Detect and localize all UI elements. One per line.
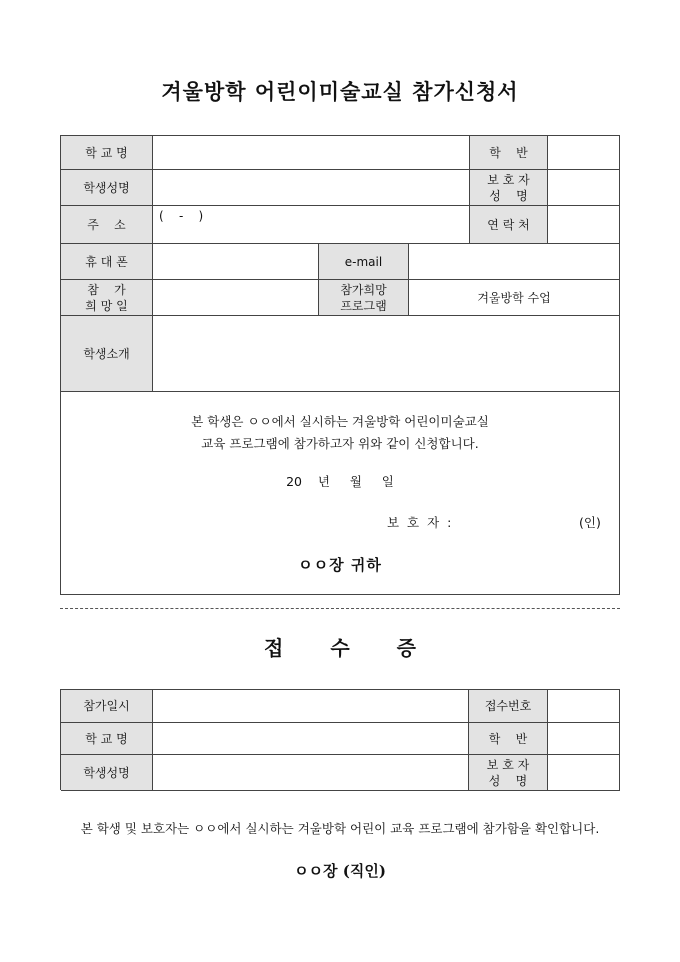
receipt-class-input[interactable]	[548, 723, 620, 755]
guardian-name-input[interactable]	[548, 170, 619, 206]
confirmation-text: 본 학생 및 보호자는 ㅇㅇ에서 실시하는 겨울방학 어린이 교육 프로그램에 참가함을 확인합니다.	[80, 821, 600, 836]
declaration-line1: 본 학생은 ㅇㅇ에서 실시하는 겨울방학 어린이미술교실	[191, 414, 489, 429]
program-value[interactable]: 겨울방학 수업	[409, 280, 619, 316]
class-label: 학 반	[470, 136, 548, 170]
declaration	[61, 411, 619, 455]
receipt-datetime-label: 참가일시	[61, 690, 153, 723]
receipt-number-input[interactable]	[548, 690, 620, 723]
receipt-guardian-name-line1: 보 호 자	[486, 757, 530, 772]
email-input[interactable]	[409, 244, 619, 280]
program-label-line2: 프로그램	[340, 298, 387, 313]
mobile-input[interactable]	[153, 244, 319, 280]
student-name-label: 학생성명	[61, 170, 153, 206]
receipt-guardian-name-input[interactable]	[548, 755, 620, 791]
official-signature: ㅇㅇ장 (직인)	[294, 862, 386, 880]
date-line: 20 년 월 일	[286, 474, 394, 489]
receipt-school-input[interactable]	[153, 723, 469, 755]
receipt-datetime-input[interactable]	[153, 690, 469, 723]
mobile-label: 휴 대 폰	[61, 244, 153, 280]
student-intro-input[interactable]	[153, 316, 619, 392]
preferred-date-label-line1: 참 가	[87, 282, 126, 297]
student-intro-label: 학생소개	[61, 316, 153, 392]
receipt-table	[60, 689, 620, 790]
receipt-student-name-label: 학생성명	[61, 755, 153, 791]
receipt-student-name-input[interactable]	[153, 755, 469, 791]
receipt-school-label: 학 교 명	[61, 723, 153, 755]
contact-input[interactable]	[548, 206, 619, 244]
address-label: 주 소	[61, 206, 153, 244]
student-name-input[interactable]	[153, 170, 470, 206]
school-input[interactable]	[153, 136, 470, 170]
application-form	[60, 135, 620, 595]
guardian-name-label-line1: 보 호 자	[487, 172, 530, 187]
receipt-number-label: 접수번호	[469, 690, 548, 723]
receipt-class-label: 학 반	[469, 723, 548, 755]
contact-label: 연 락 처	[470, 206, 548, 244]
seal-mark: (인)	[579, 515, 601, 530]
guardian-name-label-line2: 성 명	[489, 188, 528, 203]
preferred-date-label	[61, 280, 153, 316]
receipt-guardian-name-line2: 성 명	[488, 773, 528, 788]
preferred-date-input[interactable]	[153, 280, 319, 316]
declaration-line2: 교육 프로그램에 참가하고자 위와 같이 신청합니다.	[201, 436, 479, 451]
form-title: 겨울방학 어린이미술교실 참가신청서	[161, 79, 519, 104]
guardian-sign-label: 보 호 자 :	[387, 515, 454, 530]
preferred-date-label-line2: 희 망 일	[85, 298, 128, 313]
email-label: e-mail	[319, 244, 409, 280]
receipt-title: 접 수 증	[264, 636, 416, 660]
program-label-line1: 참가희망	[340, 282, 387, 297]
program-label	[319, 280, 409, 316]
addressee: ㅇㅇ장 귀하	[298, 556, 382, 574]
school-label: 학 교 명	[61, 136, 153, 170]
guardian-name-label	[470, 170, 548, 206]
address-input[interactable]: ( - )	[153, 206, 470, 244]
class-input[interactable]	[548, 136, 619, 170]
cut-line	[60, 608, 620, 609]
receipt-guardian-name-label	[469, 755, 548, 791]
